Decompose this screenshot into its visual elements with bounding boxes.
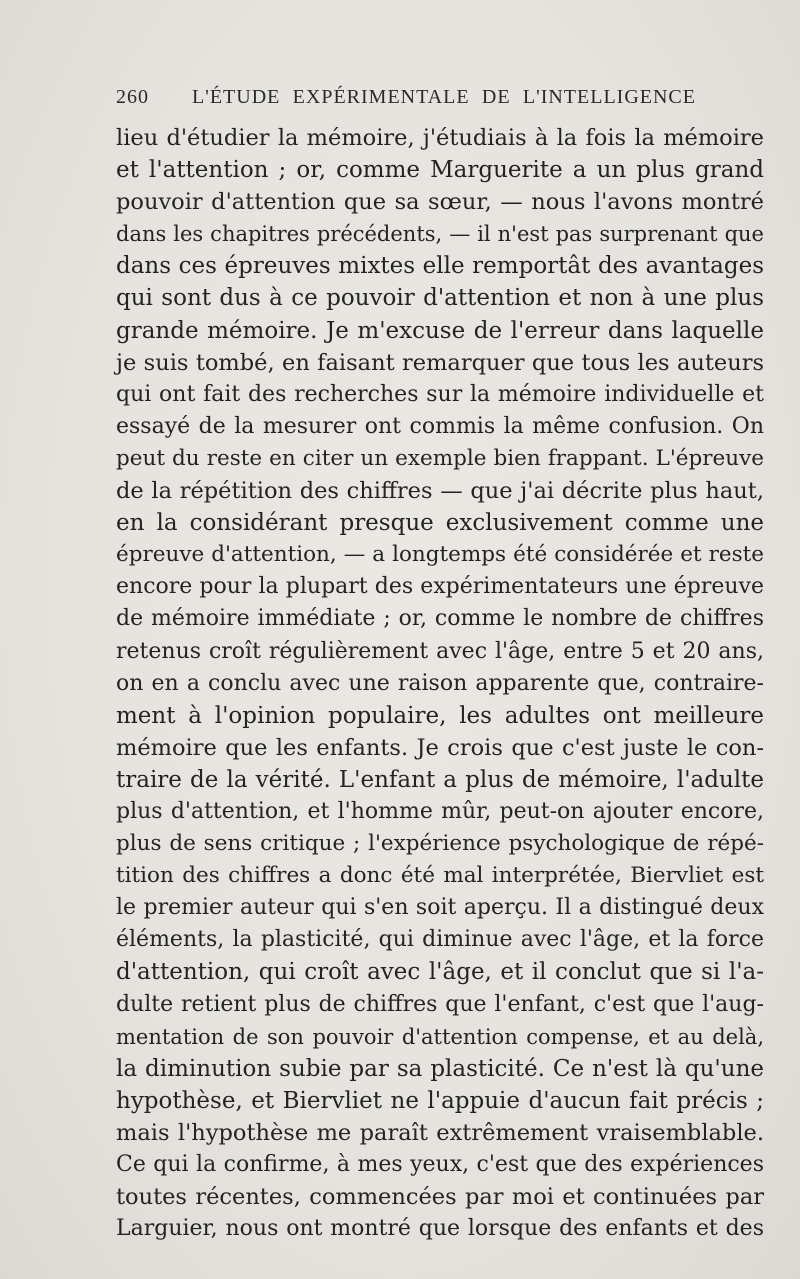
text-line: dulte retient plus de chiffres que l'enfant, c'est que l'aug- [116, 991, 764, 1017]
text-line: mentation de son pouvoir d'attention compense, et au delà, [116, 1024, 764, 1049]
text-line: traire de la vérité. L'enfant a plus de mémoire, l'adulte [116, 766, 764, 793]
text-line: hypothèse, et Biervliet ne l'appuie d'aucun fait précis ; [116, 1087, 764, 1114]
text-line: retenus croît régulièrement avec l'âge, entre 5 et 20 ans, [116, 638, 764, 664]
text-line: toutes récentes, commencées par moi et continuées par [116, 1184, 764, 1211]
text-line: dans les chapitres précédents, — il n'est pas surprenant que [116, 222, 764, 247]
page-number: 260 [116, 86, 149, 108]
text-line: éléments, la plasticité, qui diminue avec l'âge, et la force [116, 927, 764, 953]
text-line: ment à l'opinion populaire, les adultes ont meilleure [116, 702, 764, 729]
running-title: L'ÉTUDE EXPÉRIMENTALE DE L'INTELLIGENCE [192, 86, 696, 108]
text-line: la diminution subie par sa plasticité. Ce n'est là qu'une [116, 1055, 764, 1082]
text-line: de la répétition des chiffres — que j'ai décrite plus haut, [116, 478, 764, 505]
text-line: Larguier, nous ont montré que lorsque des enfants et des [116, 1216, 764, 1242]
text-line: tition des chiffres a donc été mal interprétée, Biervliet est [116, 863, 764, 889]
text-line: et l'attention ; or, comme Marguerite a un plus grand [116, 157, 764, 184]
text-line: le premier auteur qui s'en soit aperçu. Il a distingué deux [116, 895, 764, 921]
page-header [116, 86, 696, 116]
text-line: qui ont fait des recherches sur la mémoire individuelle et [116, 381, 764, 407]
text-line: épreuve d'attention, — a longtemps été considérée et reste [116, 542, 764, 568]
text-line: plus de sens critique ; l'expérience psychologique de répé- [116, 831, 764, 857]
text-line: d'attention, qui croît avec l'âge, et il conclut que si l'a- [116, 959, 764, 986]
text-line: en la considérant presque exclusivement comme une [116, 510, 764, 537]
body-text [116, 122, 764, 1245]
text-line: qui sont dus à ce pouvoir d'attention et non à une plus [116, 285, 764, 312]
text-line: grande mémoire. Je m'excuse de l'erreur dans laquelle [116, 317, 764, 344]
text-line: Ce qui la confirme, à mes yeux, c'est que des expériences [116, 1152, 764, 1177]
text-line: peut du reste en citer un exemple bien frappant. L'épreuve [116, 445, 764, 471]
text-line: pouvoir d'attention que sa sœur, — nous l'avons montré [116, 189, 764, 216]
text-line: essayé de la mesurer ont commis la même confusion. On [116, 413, 764, 439]
text-line: je suis tombé, en faisant remarquer que tous les auteurs [116, 349, 764, 376]
text-line: mémoire que les enfants. Je crois que c'est juste le con- [116, 734, 764, 761]
text-line: lieu d'étudier la mémoire, j'étudiais à la fois la mémoire [116, 125, 764, 151]
text-line: mais l'hypothèse me paraît extrêmement vraisemblable. [116, 1119, 764, 1146]
text-line: plus d'attention, et l'homme mûr, peut-on ajouter encore, [116, 798, 764, 824]
text-line: on en a conclu avec une raison apparente que, contraire- [116, 670, 764, 696]
text-line: dans ces épreuves mixtes elle remportât des avantages [116, 253, 764, 280]
text-line: encore pour la plupart des expérimentateurs une épreuve [116, 574, 764, 600]
text-line: de mémoire immédiate ; or, comme le nombre de chiffres [116, 606, 764, 632]
